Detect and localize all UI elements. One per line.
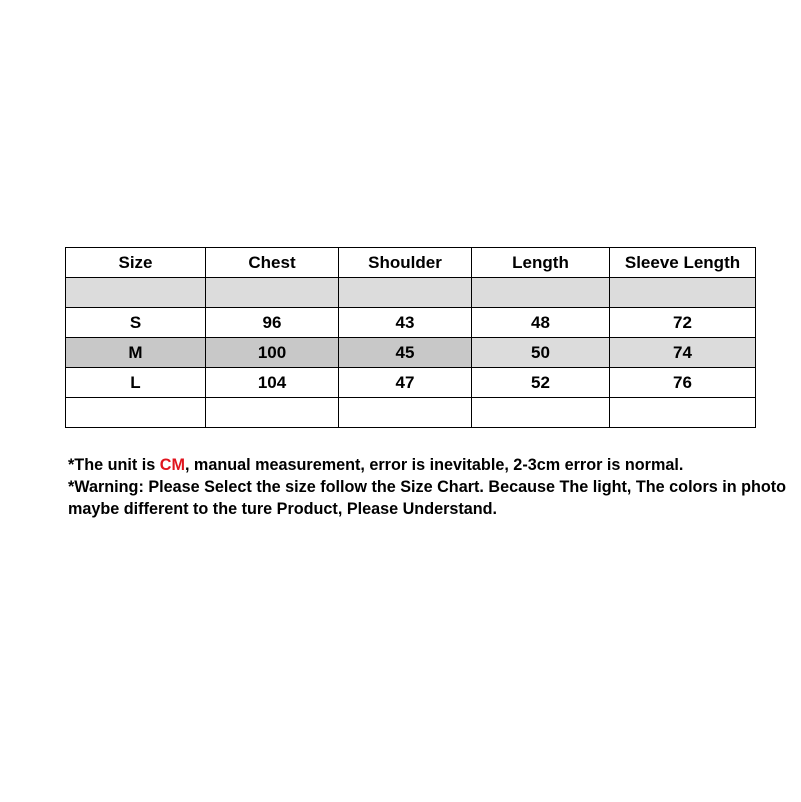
header-size: Size [66, 248, 206, 278]
table-row-s [66, 308, 756, 338]
table-cell: 76 [610, 368, 756, 398]
table-empty-row [66, 398, 756, 428]
size-notes [68, 454, 788, 520]
table-cell [66, 278, 206, 308]
size-chart-table [65, 247, 756, 428]
table-cell: M [66, 338, 206, 368]
table-cell [66, 398, 206, 428]
table-cell: S [66, 308, 206, 338]
table-cell [206, 398, 339, 428]
table-row-l [66, 368, 756, 398]
header-chest: Chest [206, 248, 339, 278]
table-cell: 100 [206, 338, 339, 368]
warning-note: *Warning: Please Select the size follow the Size Chart. Because The light, The colors in photo maybe different to the ture Product, Please Understand. [68, 478, 787, 518]
unit-highlight: CM [159, 456, 185, 474]
table-cell [472, 398, 610, 428]
table-cell [610, 398, 756, 428]
table-cell: 47 [339, 368, 472, 398]
table-cell [610, 278, 756, 308]
table-cell [339, 278, 472, 308]
table-cell [472, 278, 610, 308]
table-cell: 104 [206, 368, 339, 398]
table-cell: 72 [610, 308, 756, 338]
table-cell: 50 [472, 338, 610, 368]
header-length: Length [472, 248, 610, 278]
header-sleeve-length: Sleeve Length [610, 248, 756, 278]
header-shoulder: Shoulder [339, 248, 472, 278]
table-spacer-row [66, 278, 756, 308]
table-cell [206, 278, 339, 308]
table-cell: 43 [339, 308, 472, 338]
table-cell [339, 398, 472, 428]
table-cell: 52 [472, 368, 610, 398]
table-cell: 74 [610, 338, 756, 368]
unit-note-suffix: , manual measurement, error is inevitable, 2-3cm error is normal. [184, 456, 684, 474]
table-row-m [66, 338, 756, 368]
table-cell: 45 [339, 338, 472, 368]
unit-note-prefix: *The unit is [68, 456, 160, 474]
table-cell: 96 [206, 308, 339, 338]
table-header-row [66, 248, 756, 278]
table-cell: 48 [472, 308, 610, 338]
unit-note [68, 454, 788, 476]
table-cell: L [66, 368, 206, 398]
